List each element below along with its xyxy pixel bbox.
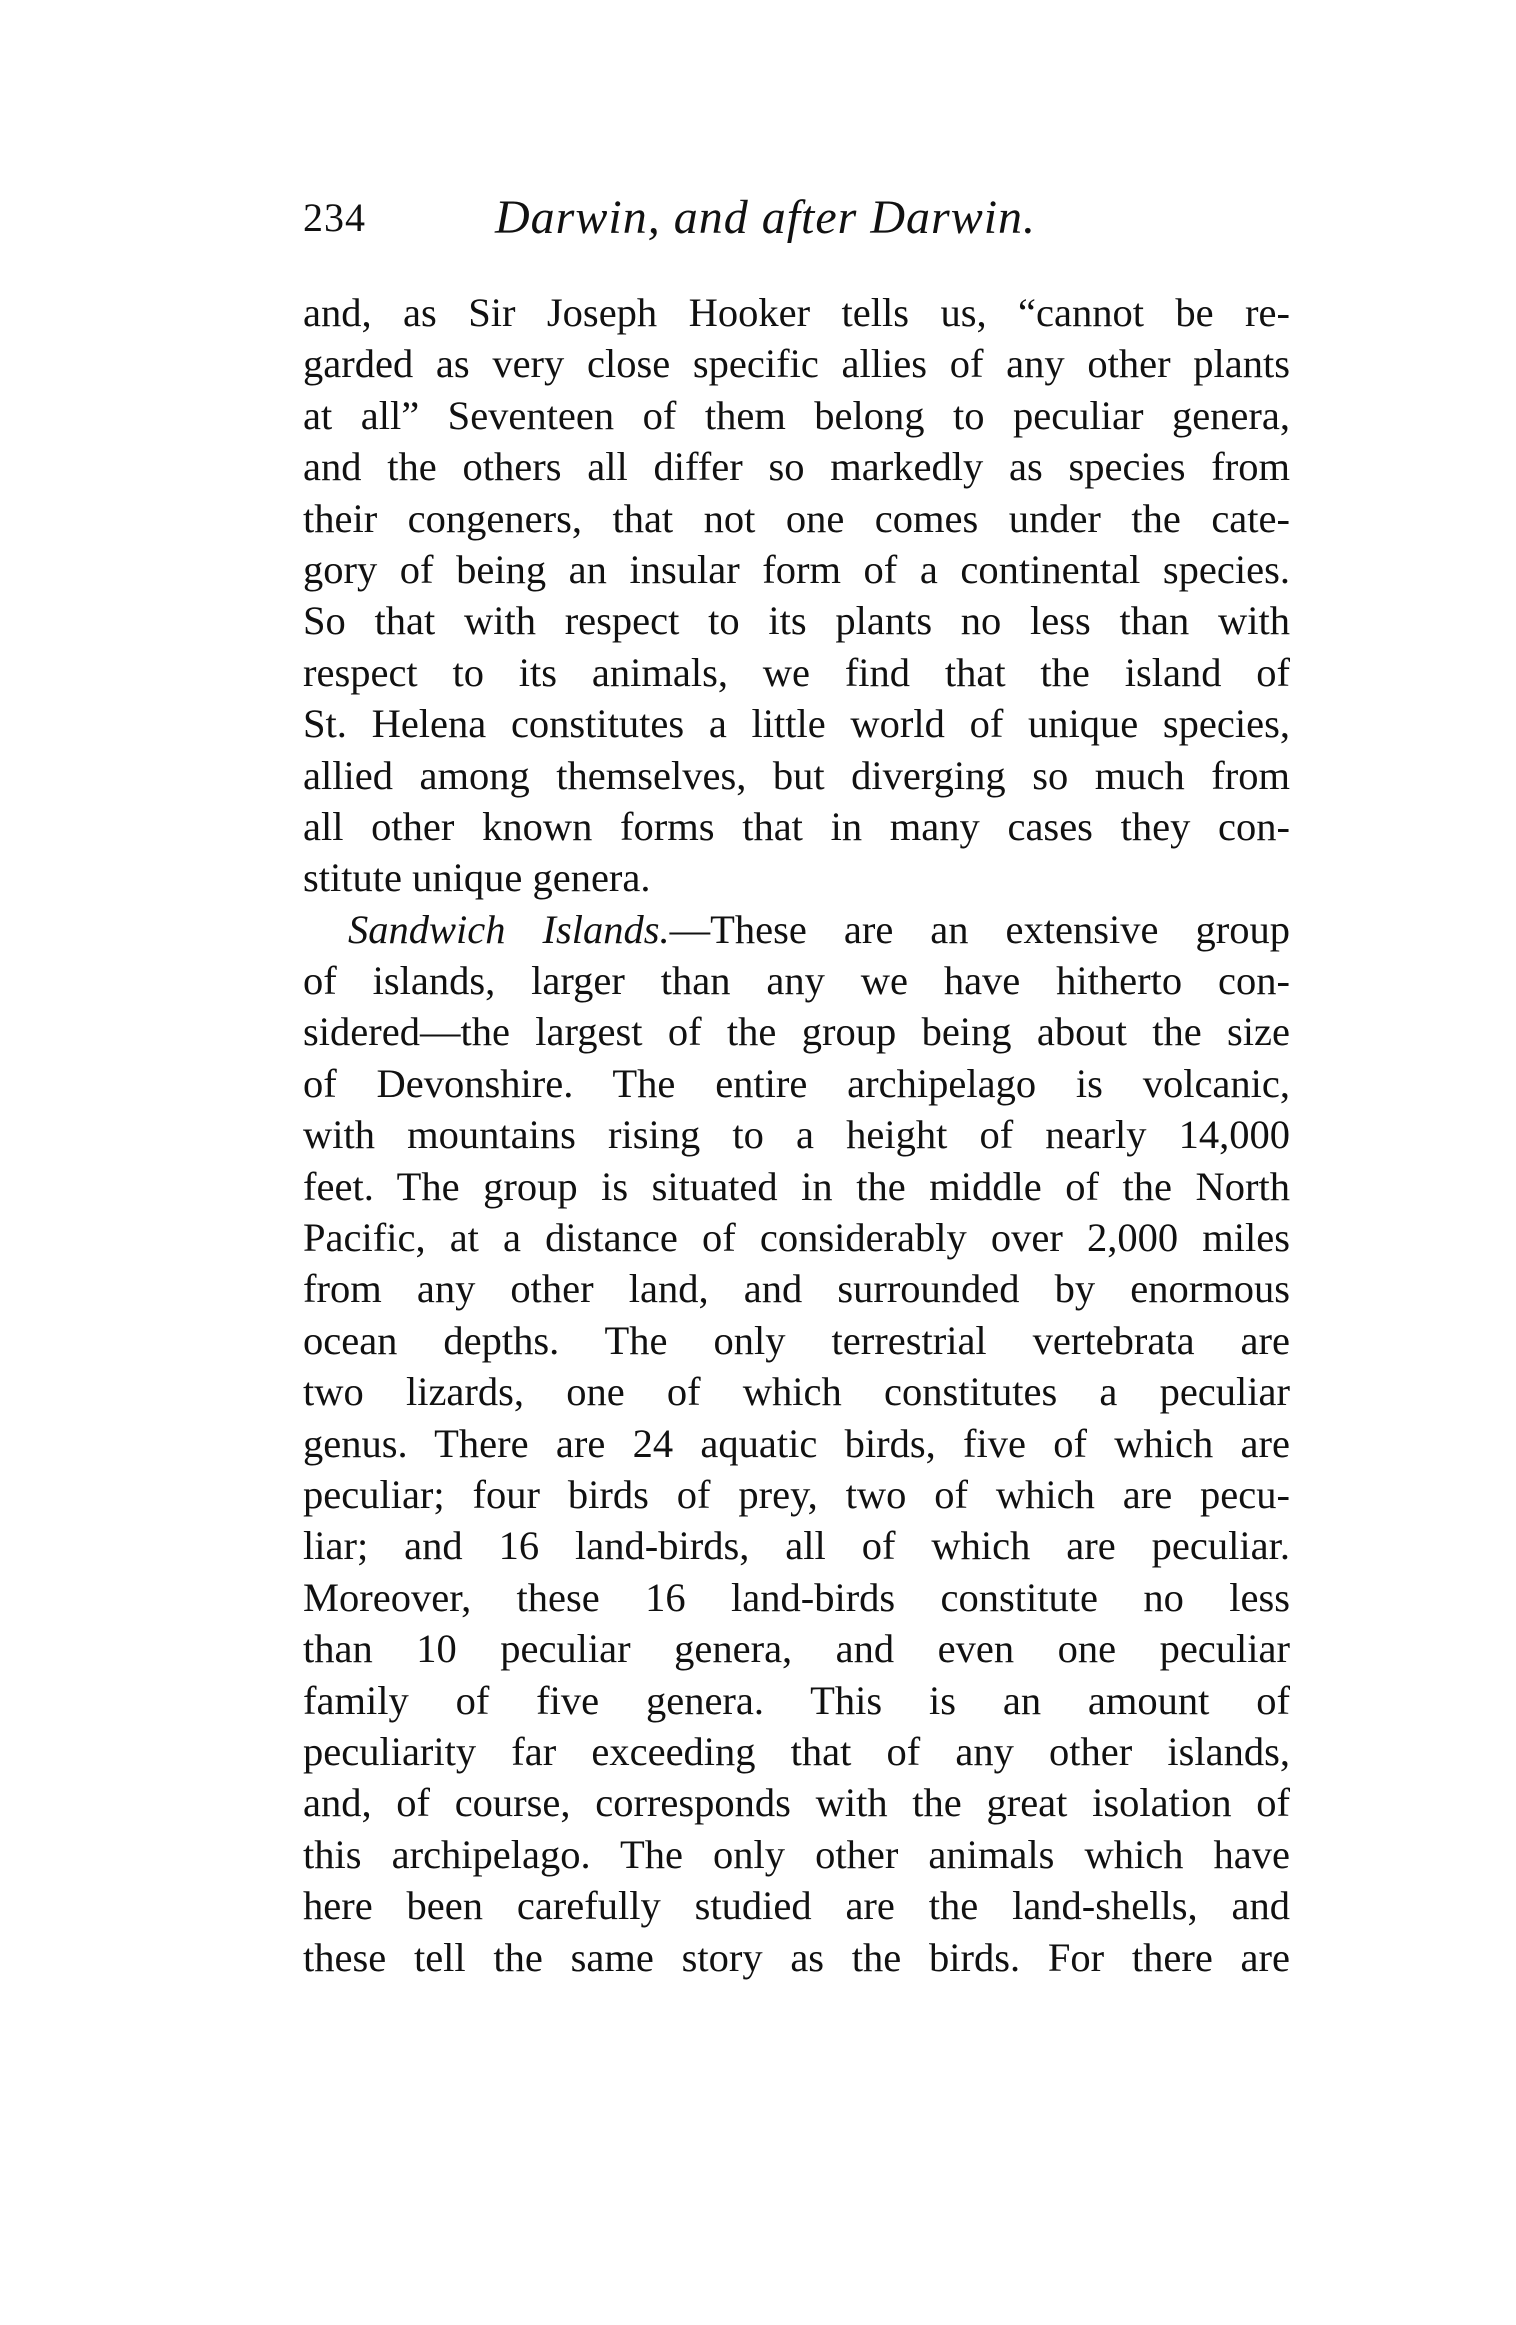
text-line: at all” Seventeen of them belong to peculiar genera, — [303, 392, 1290, 438]
text-line: of Devonshire. The entire archipelago is volcanic, — [303, 1060, 1290, 1106]
text-line: St. Helena constitutes a little world of unique species, — [303, 701, 1290, 747]
text-line: garded as very close specific allies of any other plants — [303, 341, 1290, 387]
body-text — [303, 287, 1290, 1983]
text-line: family of five genera. This is an amount of — [303, 1677, 1290, 1723]
text-run: —These are an extensive group — [669, 906, 1290, 952]
text-line: Moreover, these 16 land-birds constitute no less — [303, 1574, 1290, 1620]
section-heading: Sandwich Islands. — [348, 906, 670, 952]
text-line: this archipelago. The only other animals which have — [303, 1831, 1290, 1877]
section-heading-line — [303, 904, 1290, 955]
text-line: than 10 peculiar genera, and even one peculiar — [303, 1626, 1290, 1672]
text-line: genus. There are 24 aquatic birds, five of which are — [303, 1420, 1290, 1466]
text-line: their congeners, that not one comes under the cate- — [303, 495, 1290, 541]
text-line: all other known forms that in many cases they con- — [303, 803, 1290, 849]
running-header — [303, 190, 1303, 250]
text-line: So that with respect to its plants no less than with — [303, 598, 1290, 644]
text-line: gory of being an insular form of a continental species. — [303, 546, 1290, 592]
text-line: with mountains rising to a height of nearly 14,000 — [303, 1112, 1290, 1158]
text-line: Pacific, at a distance of considerably over 2,000 miles — [303, 1215, 1290, 1261]
text-line: liar; and 16 land-birds, all of which are peculiar. — [303, 1523, 1290, 1569]
text-line: allied among themselves, but diverging so much from — [303, 752, 1290, 798]
text-line: sidered—the largest of the group being about the size — [303, 1009, 1290, 1055]
text-line: stitute unique genera. — [303, 855, 651, 901]
text-line: and, of course, corresponds with the great isolation of — [303, 1780, 1290, 1826]
text-line: ocean depths. The only terrestrial vertebrata are — [303, 1317, 1290, 1363]
text-line: respect to its animals, we find that the island of — [303, 649, 1290, 695]
text-line: peculiar; four birds of prey, two of which are pecu- — [303, 1471, 1290, 1517]
text-line: and the others all differ so markedly as species from — [303, 444, 1290, 490]
text-line: and, as Sir Joseph Hooker tells us, “cannot be re- — [303, 290, 1290, 335]
text-line: from any other land, and surrounded by enormous — [303, 1266, 1290, 1312]
text-line: feet. The group is situated in the middle of the North — [303, 1163, 1290, 1209]
text-line: here been carefully studied are the land-shells, and — [303, 1883, 1290, 1929]
text-line: peculiarity far exceeding that of any other islands, — [303, 1728, 1290, 1774]
text-line: of islands, larger than any we have hitherto con- — [303, 958, 1290, 1004]
text-line: these tell the same story as the birds. For there are — [303, 1934, 1290, 1980]
text-line: two lizards, one of which constitutes a peculiar — [303, 1369, 1290, 1415]
page-number: 234 — [303, 195, 366, 240]
running-title: Darwin, and after Darwin. — [495, 191, 1037, 244]
